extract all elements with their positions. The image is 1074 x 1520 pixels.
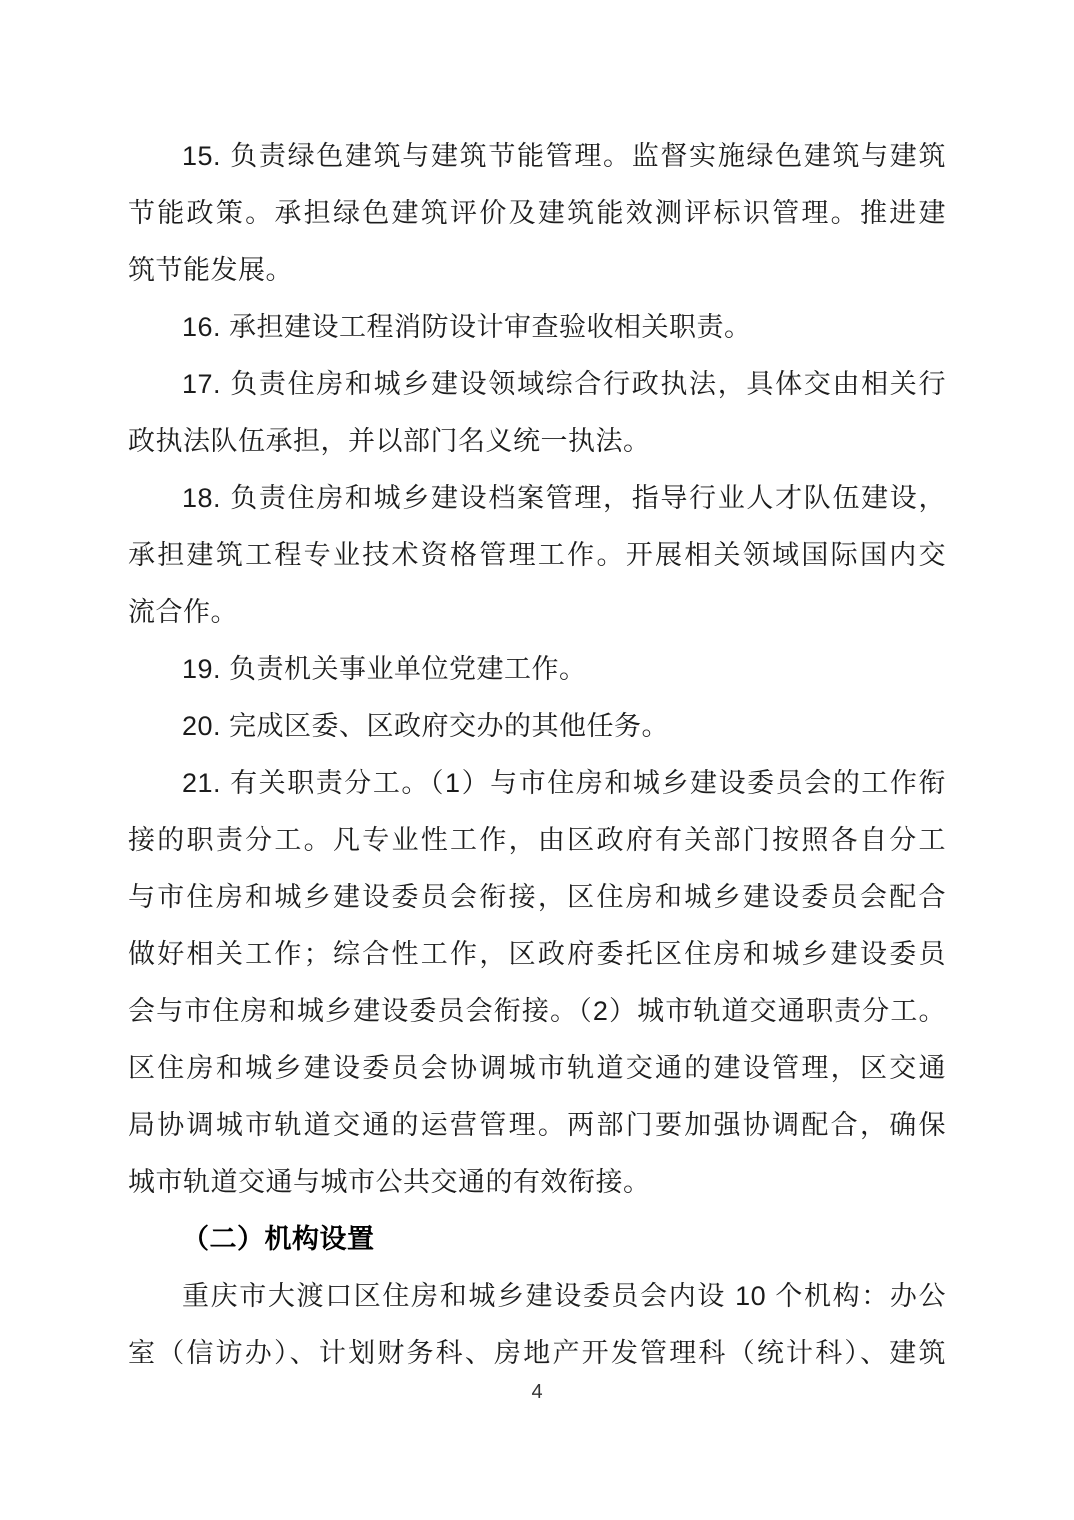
text-line: 流合作。: [128, 597, 238, 627]
org-setup-paragraph: [128, 1268, 946, 1382]
page-footer: [0, 1378, 1074, 1406]
text-line: 19. 负责机关事业单位党建工作。: [182, 654, 587, 684]
item-16: [128, 299, 946, 356]
text-line: 区住房和城乡建设委员会协调城市轨道交通的建设管理，区交通: [128, 1053, 946, 1083]
text-line: 政执法队伍承担，并以部门名义统一执法。: [128, 426, 651, 456]
text-line: （二）机构设置: [182, 1224, 375, 1254]
text-line: 重庆市大渡口区住房和城乡建设委员会内设 10 个机构：办公: [182, 1281, 946, 1311]
text-line: 21. 有关职责分工。（1）与市住房和城乡建设委员会的工作衔: [182, 768, 946, 798]
text-line: 接的职责分工。凡专业性工作，由区政府有关部门按照各自分工: [128, 825, 946, 855]
page-number: 4: [531, 1381, 543, 1403]
text-line: 承担建筑工程专业技术资格管理工作。开展相关领域国际国内交: [128, 540, 946, 570]
text-line: 室（信访办）、计划财务科、房地产开发管理科（统计科）、建筑: [128, 1338, 946, 1368]
text-line: 节能政策。承担绿色建筑评价及建筑能效测评标识管理。推进建: [128, 198, 946, 228]
item-17: [128, 356, 946, 470]
text-line: 15. 负责绿色建筑与建筑节能管理。监督实施绿色建筑与建筑: [182, 141, 946, 171]
item-18: [128, 470, 946, 641]
heading-section-2: [128, 1211, 946, 1268]
text-line: 18. 负责住房和城乡建设档案管理，指导行业人才队伍建设，: [182, 483, 946, 513]
text-line: 20. 完成区委、区政府交办的其他任务。: [182, 711, 670, 741]
item-20: [128, 698, 946, 755]
text-line: 局协调城市轨道交通的运营管理。两部门要加强协调配合，确保: [128, 1110, 946, 1140]
item-21: [128, 755, 946, 1211]
text-line: 做好相关工作；综合性工作，区政府委托区住房和城乡建设委员: [128, 939, 946, 969]
item-15: [128, 128, 946, 299]
text-line: 与市住房和城乡建设委员会衔接，区住房和城乡建设委员会配合: [128, 882, 946, 912]
item-19: [128, 641, 946, 698]
document-body: [128, 128, 946, 1382]
text-line: 16. 承担建设工程消防设计审查验收相关职责。: [182, 312, 752, 342]
text-line: 筑节能发展。: [128, 255, 293, 285]
text-line: 城市轨道交通与城市公共交通的有效衔接。: [128, 1167, 651, 1197]
text-line: 会与市住房和城乡建设委员会衔接。（2）城市轨道交通职责分工。: [128, 996, 946, 1026]
text-line: 17. 负责住房和城乡建设领域综合行政执法，具体交由相关行: [182, 369, 946, 399]
